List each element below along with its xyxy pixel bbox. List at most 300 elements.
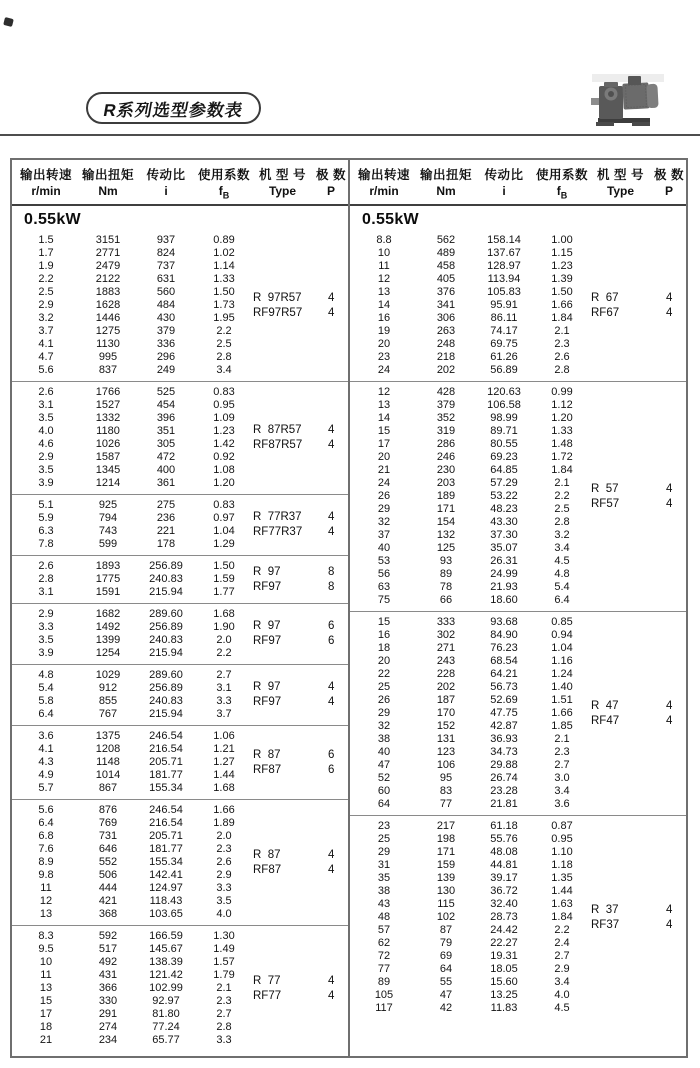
model-type: R 97 <box>253 681 281 694</box>
cell-output-torque: 78 <box>439 581 453 594</box>
cell-service-factor: 2.1 <box>554 733 570 746</box>
cell-output-torque: 562 <box>436 234 456 247</box>
pole-count: 4 <box>665 497 673 510</box>
model-type-line <box>252 763 348 778</box>
cell-output-torque: 152 <box>436 720 456 733</box>
cell-service-factor: 0.87 <box>551 820 573 833</box>
parameter-group <box>12 230 348 382</box>
cell-service-factor: 1.21 <box>213 743 235 756</box>
cell-output-speed: 23 <box>377 820 391 833</box>
model-type: RF47 <box>591 714 620 727</box>
cell-output-torque: 1026 <box>95 438 121 451</box>
cell-output-speed: 15 <box>377 616 391 629</box>
cell-ratio: 215.94 <box>149 586 183 599</box>
header-unit: P <box>664 184 673 198</box>
cell-output-speed: 3.3 <box>38 621 54 634</box>
cell-ratio: 379 <box>156 325 176 338</box>
cell-service-factor: 3.5 <box>216 895 232 908</box>
cell-ratio: 396 <box>156 412 176 425</box>
header-label-zh: 输出扭矩 <box>81 168 134 182</box>
cell-ratio: 249 <box>156 364 176 377</box>
cell-output-speed: 18 <box>377 642 391 655</box>
cell-output-speed: 105 <box>374 989 394 1002</box>
cell-output-speed: 11 <box>378 260 390 273</box>
cell-output-torque: 189 <box>436 490 456 503</box>
cell-output-torque: 230 <box>436 464 456 477</box>
cell-ratio: 23.28 <box>490 785 518 798</box>
header-label-zh: 输出扭矩 <box>419 168 472 182</box>
model-type: RF57 <box>591 497 620 510</box>
cell-service-factor: 2.1 <box>216 982 232 995</box>
cell-service-factor: 4.8 <box>554 568 570 581</box>
cell-output-torque: 1682 <box>95 608 121 621</box>
cell-output-torque: 171 <box>436 503 456 516</box>
cell-ratio: 236 <box>156 512 176 525</box>
header-cell <box>651 165 686 200</box>
header-label-zh: 机 型 号 <box>259 168 306 182</box>
cell-service-factor: 2.7 <box>216 1008 232 1021</box>
cell-output-speed: 18 <box>39 1021 53 1034</box>
cell-ratio: 106.58 <box>487 399 521 412</box>
cell-ratio: 77.24 <box>152 1021 180 1034</box>
cell-output-torque: 995 <box>98 351 118 364</box>
cell-output-torque: 376 <box>436 286 456 299</box>
cell-ratio: 430 <box>156 312 176 325</box>
cell-output-speed: 20 <box>377 655 391 668</box>
cell-service-factor: 1.39 <box>551 273 573 286</box>
group-values <box>350 616 590 811</box>
cell-output-torque: 876 <box>98 804 118 817</box>
cell-output-speed: 72 <box>377 950 391 963</box>
cell-output-torque: 599 <box>98 538 118 551</box>
cell-ratio: 113.94 <box>487 273 521 286</box>
cell-output-torque: 42 <box>439 1002 453 1015</box>
cell-output-torque: 2122 <box>95 273 121 286</box>
cell-output-speed: 5.6 <box>38 804 54 817</box>
cell-service-factor: 1.51 <box>551 694 573 707</box>
cell-output-speed: 4.6 <box>38 438 54 451</box>
cell-output-speed: 37 <box>377 529 391 542</box>
cell-service-factor: 1.59 <box>213 573 235 586</box>
cell-output-speed: 40 <box>377 542 391 555</box>
model-type: R 87R57 <box>253 424 302 437</box>
pole-count: 4 <box>327 424 335 437</box>
cell-ratio: 137.67 <box>487 247 521 260</box>
cell-output-speed: 29 <box>377 503 391 516</box>
header-label-unit <box>474 184 534 198</box>
cell-output-speed: 3.1 <box>38 399 54 412</box>
cell-output-torque: 115 <box>437 898 455 911</box>
cell-output-speed: 19 <box>377 325 391 338</box>
cell-output-speed: 6.8 <box>38 830 54 843</box>
cell-service-factor: 1.12 <box>551 399 573 412</box>
header-cell <box>590 165 651 200</box>
cell-ratio: 240.83 <box>149 695 183 708</box>
cell-service-factor: 0.97 <box>213 512 235 525</box>
cell-output-torque: 55 <box>439 976 453 989</box>
ink-mark <box>3 17 14 27</box>
cell-service-factor: 1.50 <box>213 560 235 573</box>
cell-output-torque: 77 <box>439 798 453 811</box>
cell-output-speed: 21 <box>377 464 391 477</box>
cell-service-factor: 4.0 <box>554 989 570 1002</box>
cell-service-factor: 0.99 <box>551 386 573 399</box>
group-values <box>12 560 252 599</box>
cell-service-factor: 1.04 <box>551 642 573 655</box>
cell-ratio: 155.34 <box>149 856 183 869</box>
model-type-line <box>252 291 348 306</box>
model-type: RF97 <box>253 696 282 709</box>
cell-output-torque: 333 <box>436 616 456 629</box>
cell-output-torque: 1399 <box>95 634 121 647</box>
model-type-line <box>252 863 348 878</box>
cell-output-torque: 263 <box>436 325 456 338</box>
model-type: RF77 <box>253 989 282 1002</box>
cell-ratio: 145.67 <box>149 943 183 956</box>
cell-output-torque: 341 <box>436 299 456 312</box>
model-type: R 37 <box>591 903 619 916</box>
cell-output-speed: 117 <box>375 1002 393 1015</box>
cell-output-torque: 1345 <box>95 464 121 477</box>
cell-output-torque: 198 <box>436 833 456 846</box>
pole-count: 4 <box>665 699 673 712</box>
cell-service-factor: 1.15 <box>551 247 573 260</box>
cell-ratio: 275 <box>156 499 176 512</box>
cell-output-speed: 62 <box>377 937 391 950</box>
cell-service-factor: 2.2 <box>554 490 570 503</box>
cell-service-factor: 1.40 <box>551 681 573 694</box>
model-type: R 77R37 <box>253 511 302 524</box>
cell-ratio: 44.81 <box>490 859 518 872</box>
cell-ratio: 181.77 <box>149 843 183 856</box>
pole-count: 4 <box>327 863 335 876</box>
cell-output-torque: 291 <box>98 1008 118 1021</box>
cell-output-torque: 286 <box>436 438 456 451</box>
model-type-line <box>252 989 348 1004</box>
model-type-line <box>252 525 348 540</box>
cell-ratio: 76.23 <box>490 642 518 655</box>
cell-ratio: 26.74 <box>490 772 518 785</box>
cell-ratio: 215.94 <box>149 647 183 660</box>
cell-output-speed: 10 <box>39 956 53 969</box>
cell-ratio: 56.89 <box>490 364 518 377</box>
model-type: R 87 <box>253 848 281 861</box>
cell-ratio: 560 <box>156 286 176 299</box>
parameter-table <box>10 158 688 1058</box>
cell-output-torque: 352 <box>436 412 456 425</box>
cell-output-torque: 89 <box>439 568 453 581</box>
cell-output-speed: 29 <box>377 707 391 720</box>
cell-service-factor: 1.77 <box>213 586 235 599</box>
cell-service-factor: 1.23 <box>213 425 235 438</box>
cell-service-factor: 1.35 <box>551 872 573 885</box>
cell-output-torque: 159 <box>436 859 456 872</box>
model-type-line <box>252 580 348 595</box>
cell-output-speed: 10 <box>377 247 391 260</box>
cell-service-factor: 1.90 <box>213 621 235 634</box>
cell-output-torque: 93 <box>439 555 453 568</box>
cell-ratio: 53.22 <box>490 490 518 503</box>
cell-service-factor: 1.66 <box>213 804 235 817</box>
cell-output-speed: 3.5 <box>38 412 54 425</box>
model-type-block <box>252 386 348 490</box>
cell-output-speed: 13 <box>39 982 53 995</box>
cell-output-torque: 1214 <box>95 477 121 490</box>
pole-count: 4 <box>327 526 335 539</box>
model-type-block <box>252 930 348 1047</box>
cell-ratio: 18.05 <box>490 963 518 976</box>
cell-ratio: 89.71 <box>490 425 518 438</box>
cell-ratio: 118.43 <box>149 895 183 908</box>
header-label-zh: 极 数 <box>654 168 684 182</box>
pole-count: 6 <box>327 635 335 648</box>
cell-ratio: 120.63 <box>487 386 521 399</box>
model-type-line <box>252 619 348 634</box>
group-values <box>350 820 590 1015</box>
cell-service-factor: 4.0 <box>216 908 232 921</box>
cell-output-speed: 13 <box>377 399 391 412</box>
cell-service-factor: 1.33 <box>551 425 573 438</box>
cell-output-speed: 13 <box>377 286 391 299</box>
cell-ratio: 26.31 <box>490 555 518 568</box>
cell-service-factor: 1.02 <box>213 247 235 260</box>
cell-service-factor: 2.7 <box>554 950 570 963</box>
cell-ratio: 36.93 <box>490 733 518 746</box>
cell-output-speed: 3.6 <box>38 730 54 743</box>
pole-count: 6 <box>327 763 335 776</box>
cell-output-speed: 12 <box>39 895 53 908</box>
cell-output-torque: 1275 <box>95 325 121 338</box>
cell-output-speed: 14 <box>377 299 391 312</box>
cell-ratio: 28.73 <box>490 911 518 924</box>
cell-service-factor: 3.4 <box>216 364 232 377</box>
model-type-block <box>252 730 348 795</box>
cell-output-torque: 431 <box>98 969 118 982</box>
cell-ratio: 166.59 <box>149 930 183 943</box>
cell-output-speed: 7.8 <box>38 538 54 551</box>
cell-output-torque: 1492 <box>95 621 121 634</box>
group-values <box>12 499 252 551</box>
cell-output-speed: 4.1 <box>38 743 54 756</box>
header-unit: r/min <box>31 184 61 198</box>
header-label-zh: 传动比 <box>146 168 186 182</box>
cell-output-speed: 8.3 <box>38 930 54 943</box>
cell-output-speed: 4.1 <box>38 338 54 351</box>
gear-motor-illustration <box>590 72 666 132</box>
model-type-line <box>252 634 348 649</box>
header-cell <box>196 165 252 200</box>
group-values <box>12 730 252 795</box>
cell-output-speed: 2.9 <box>38 608 54 621</box>
cell-output-speed: 25 <box>377 833 391 846</box>
cell-ratio: 205.71 <box>149 756 183 769</box>
cell-output-torque: 492 <box>98 956 118 969</box>
cell-output-torque: 47 <box>439 989 453 1002</box>
cell-output-torque: 2771 <box>95 247 121 260</box>
cell-service-factor: 1.68 <box>213 782 235 795</box>
cell-output-torque: 855 <box>98 695 118 708</box>
model-type-line <box>252 748 348 763</box>
cell-ratio: 824 <box>156 247 176 260</box>
cell-service-factor: 3.2 <box>554 529 570 542</box>
cell-output-torque: 228 <box>436 668 456 681</box>
model-type-line <box>590 291 686 306</box>
cell-output-speed: 11 <box>40 882 52 895</box>
cell-service-factor: 3.3 <box>216 695 232 708</box>
cell-output-speed: 48 <box>377 911 391 924</box>
model-type: RF97 <box>253 635 282 648</box>
pole-count: 4 <box>665 482 673 495</box>
cell-output-torque: 102 <box>436 911 456 924</box>
cell-output-torque: 731 <box>98 830 118 843</box>
cell-ratio: 19.31 <box>490 950 518 963</box>
cell-output-speed: 1.5 <box>38 234 54 247</box>
cell-service-factor: 2.3 <box>554 338 570 351</box>
cell-ratio: 178 <box>156 538 176 551</box>
cell-ratio: 42.87 <box>490 720 518 733</box>
cell-ratio: 351 <box>156 425 176 438</box>
cell-output-speed: 4.9 <box>38 769 54 782</box>
header-unit-sub: B <box>560 190 568 201</box>
cell-output-torque: 306 <box>436 312 456 325</box>
pole-count: 4 <box>327 291 335 304</box>
cell-output-torque: 234 <box>98 1034 118 1047</box>
cell-service-factor: 2.6 <box>216 856 232 869</box>
cell-ratio: 18.60 <box>490 594 518 607</box>
parameter-group <box>12 726 348 800</box>
cell-ratio: 472 <box>156 451 176 464</box>
table-body <box>350 206 686 1056</box>
model-type-line <box>590 714 686 729</box>
cell-ratio: 21.93 <box>490 581 518 594</box>
cell-output-speed: 57 <box>377 924 391 937</box>
pole-count: 4 <box>327 974 335 987</box>
header-cell <box>474 165 534 200</box>
cell-output-torque: 202 <box>436 364 456 377</box>
model-type-block <box>590 616 686 811</box>
cell-service-factor: 2.7 <box>216 669 232 682</box>
cell-ratio: 74.17 <box>490 325 518 338</box>
cell-output-speed: 3.2 <box>38 312 54 325</box>
group-values <box>350 386 590 607</box>
group-values <box>12 608 252 660</box>
cell-service-factor: 2.2 <box>216 325 232 338</box>
cell-output-torque: 506 <box>98 869 118 882</box>
cell-ratio: 15.60 <box>490 976 518 989</box>
cell-output-speed: 3.9 <box>38 647 54 660</box>
model-type-block <box>252 234 348 377</box>
cell-ratio: 105.83 <box>487 286 521 299</box>
model-type-block <box>252 608 348 660</box>
model-type-block <box>590 234 686 377</box>
cell-ratio: 61.26 <box>490 351 518 364</box>
header-label-zh: 输出转速 <box>19 168 72 182</box>
cell-output-torque: 1014 <box>95 769 121 782</box>
header-unit: f <box>218 184 223 198</box>
cell-output-speed: 1.9 <box>38 260 54 273</box>
model-type: RF77R37 <box>253 526 303 539</box>
model-type: R 97 <box>253 565 281 578</box>
cell-ratio: 215.94 <box>149 708 183 721</box>
model-type: R 97R57 <box>253 291 302 304</box>
cell-service-factor: 4.5 <box>554 1002 570 1015</box>
cell-output-speed: 5.8 <box>38 695 54 708</box>
header-unit: i <box>502 184 506 198</box>
cell-ratio: 216.54 <box>149 743 183 756</box>
page-title: R系列选型参数表 <box>101 100 245 120</box>
cell-output-torque: 1893 <box>95 560 121 573</box>
header-unit: f <box>556 184 561 198</box>
cell-output-speed: 9.8 <box>38 869 54 882</box>
cell-output-speed: 8.8 <box>376 234 392 247</box>
cell-output-speed: 77 <box>377 963 391 976</box>
header-unit: P <box>326 184 335 198</box>
cell-service-factor: 2.2 <box>554 924 570 937</box>
cell-service-factor: 1.84 <box>551 464 573 477</box>
cell-ratio: 246.54 <box>149 804 183 817</box>
pole-count: 4 <box>327 439 335 452</box>
cell-output-torque: 171 <box>436 846 456 859</box>
pole-count: 6 <box>327 620 335 633</box>
cell-ratio: 55.76 <box>490 833 518 846</box>
cell-ratio: 65.77 <box>152 1034 180 1047</box>
cell-output-torque: 319 <box>436 425 456 438</box>
cell-service-factor: 3.6 <box>554 798 570 811</box>
parameter-group <box>12 604 348 665</box>
cell-output-speed: 2.5 <box>38 286 54 299</box>
cell-output-torque: 1591 <box>95 586 121 599</box>
cell-ratio: 256.89 <box>149 560 183 573</box>
cell-ratio: 13.25 <box>490 989 518 1002</box>
cell-service-factor: 1.63 <box>551 898 573 911</box>
cell-output-torque: 552 <box>98 856 118 869</box>
cell-output-speed: 5.4 <box>38 682 54 695</box>
pole-count: 8 <box>327 580 335 593</box>
cell-output-speed: 8.9 <box>38 856 54 869</box>
cell-ratio: 86.11 <box>490 312 518 325</box>
power-rating: 0.55kW <box>24 211 81 229</box>
cell-output-torque: 218 <box>436 351 456 364</box>
cell-output-torque: 132 <box>436 529 456 542</box>
cell-output-speed: 3.1 <box>38 586 54 599</box>
cell-service-factor: 2.3 <box>216 843 232 856</box>
pole-count: 4 <box>665 306 673 319</box>
cell-output-speed: 63 <box>377 581 391 594</box>
model-type-block <box>252 499 348 551</box>
model-type-block <box>252 560 348 599</box>
cell-output-torque: 1208 <box>95 743 121 756</box>
cell-output-torque: 271 <box>436 642 456 655</box>
cell-output-speed: 53 <box>377 555 391 568</box>
cell-output-torque: 1148 <box>96 756 120 769</box>
cell-output-speed: 3.7 <box>38 325 54 338</box>
cell-service-factor: 3.1 <box>216 682 232 695</box>
cell-ratio: 21.81 <box>490 798 518 811</box>
pole-count: 4 <box>327 511 335 524</box>
cell-service-factor: 5.4 <box>554 581 570 594</box>
cell-service-factor: 1.23 <box>551 260 573 273</box>
cell-ratio: 80.55 <box>490 438 518 451</box>
header-cell <box>80 165 136 200</box>
model-type-line <box>590 497 686 512</box>
cell-output-speed: 11 <box>40 969 52 982</box>
model-type: RF87 <box>253 763 282 776</box>
cell-service-factor: 1.10 <box>551 846 573 859</box>
cell-ratio: 32.40 <box>490 898 518 911</box>
cell-service-factor: 1.66 <box>551 299 573 312</box>
cell-output-speed: 13 <box>39 908 53 921</box>
cell-output-speed: 3.9 <box>38 477 54 490</box>
